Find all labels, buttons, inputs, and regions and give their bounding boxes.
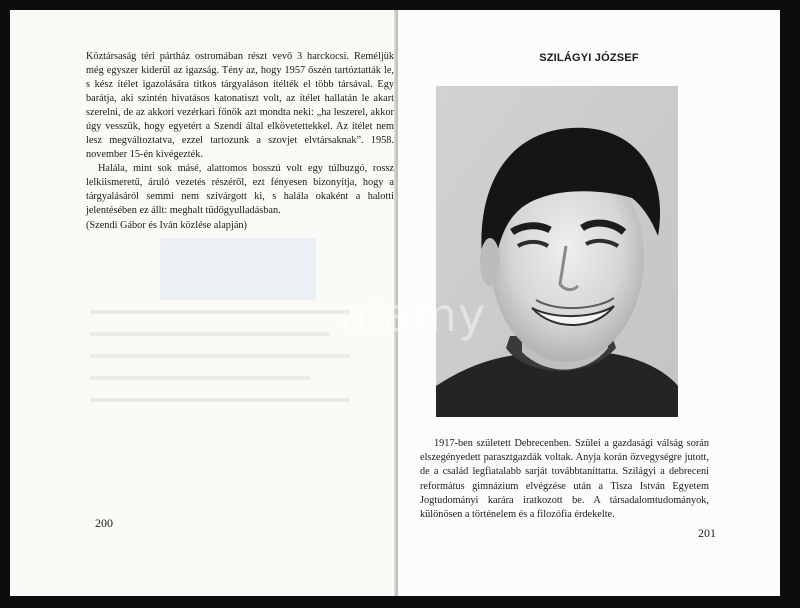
bleed-through-line [90,354,350,358]
biography-text: 1917-ben született Debrecenben. Szülei a gazdasági válság során elszegényedett parasztgazdák voltak. Anyja korán özvegységre jutott, de a család legfiatalabb sarját továbbtaníttatta. Szilágyi a debreceni református gimnázium elvégzése után a Tisza István Egyetem Jogtudományi karára iratkozott be. A társadalomtudományok, különösen a történelem és a filozófia érdekelte. [420,438,709,521]
page-title: SZILÁGYI JÓZSEF [539,52,639,64]
paragraph: Köztársaság téri pártház ostromában részt vevő 3 harckocsi. Reméljük még egyszer kiderül az igazság. Tény az, hogy 1957 őszén tartóztatták le, s kész ítélet igazolására titkos tárgyaláson ítélték el több társával. Egy barátja, aki szintén hivatásos katonatiszt volt, az ítélet hallatán le akart szerelni, de az akkori vezérkari főnök azt mondta neki: „ha leszerel, akkor úgy vesszük, hogy egyetért a Szendi által elkövetettekkel. Az ítélet nem lesz megváltoztatva, ezzel tartozunk a szovjet elvtársaknak”. 1958. november 15-én kivégezték. [86,51,394,160]
bleed-through-line [90,332,330,336]
page-number: 201 [698,526,716,540]
watermark: alamy [340,288,487,342]
source-attribution: (Szendi Gábor és Iván közlése alapján) [86,220,247,231]
bleed-through-image [160,238,316,300]
body-text [86,50,394,233]
bleed-through-line [90,310,350,314]
paragraph: Halála, mint sok másé, alattomos bosszú volt egy túlbuzgó, rossz lelkiismeretű, áruló vezetés részéről, ezt fényesen bizonyítja, hogy a tárgyalásáról semmi nem szivárgott ki, s halála okaként a halotti jelentésében ez állt: meghalt tüdőgyulladásban. [86,163,394,216]
portrait-illustration [436,86,678,417]
left-page [10,10,397,596]
bleed-through-line [90,398,350,402]
portrait-photo [436,86,678,417]
bleed-through-line [90,376,310,380]
page-number: 200 [95,516,113,530]
